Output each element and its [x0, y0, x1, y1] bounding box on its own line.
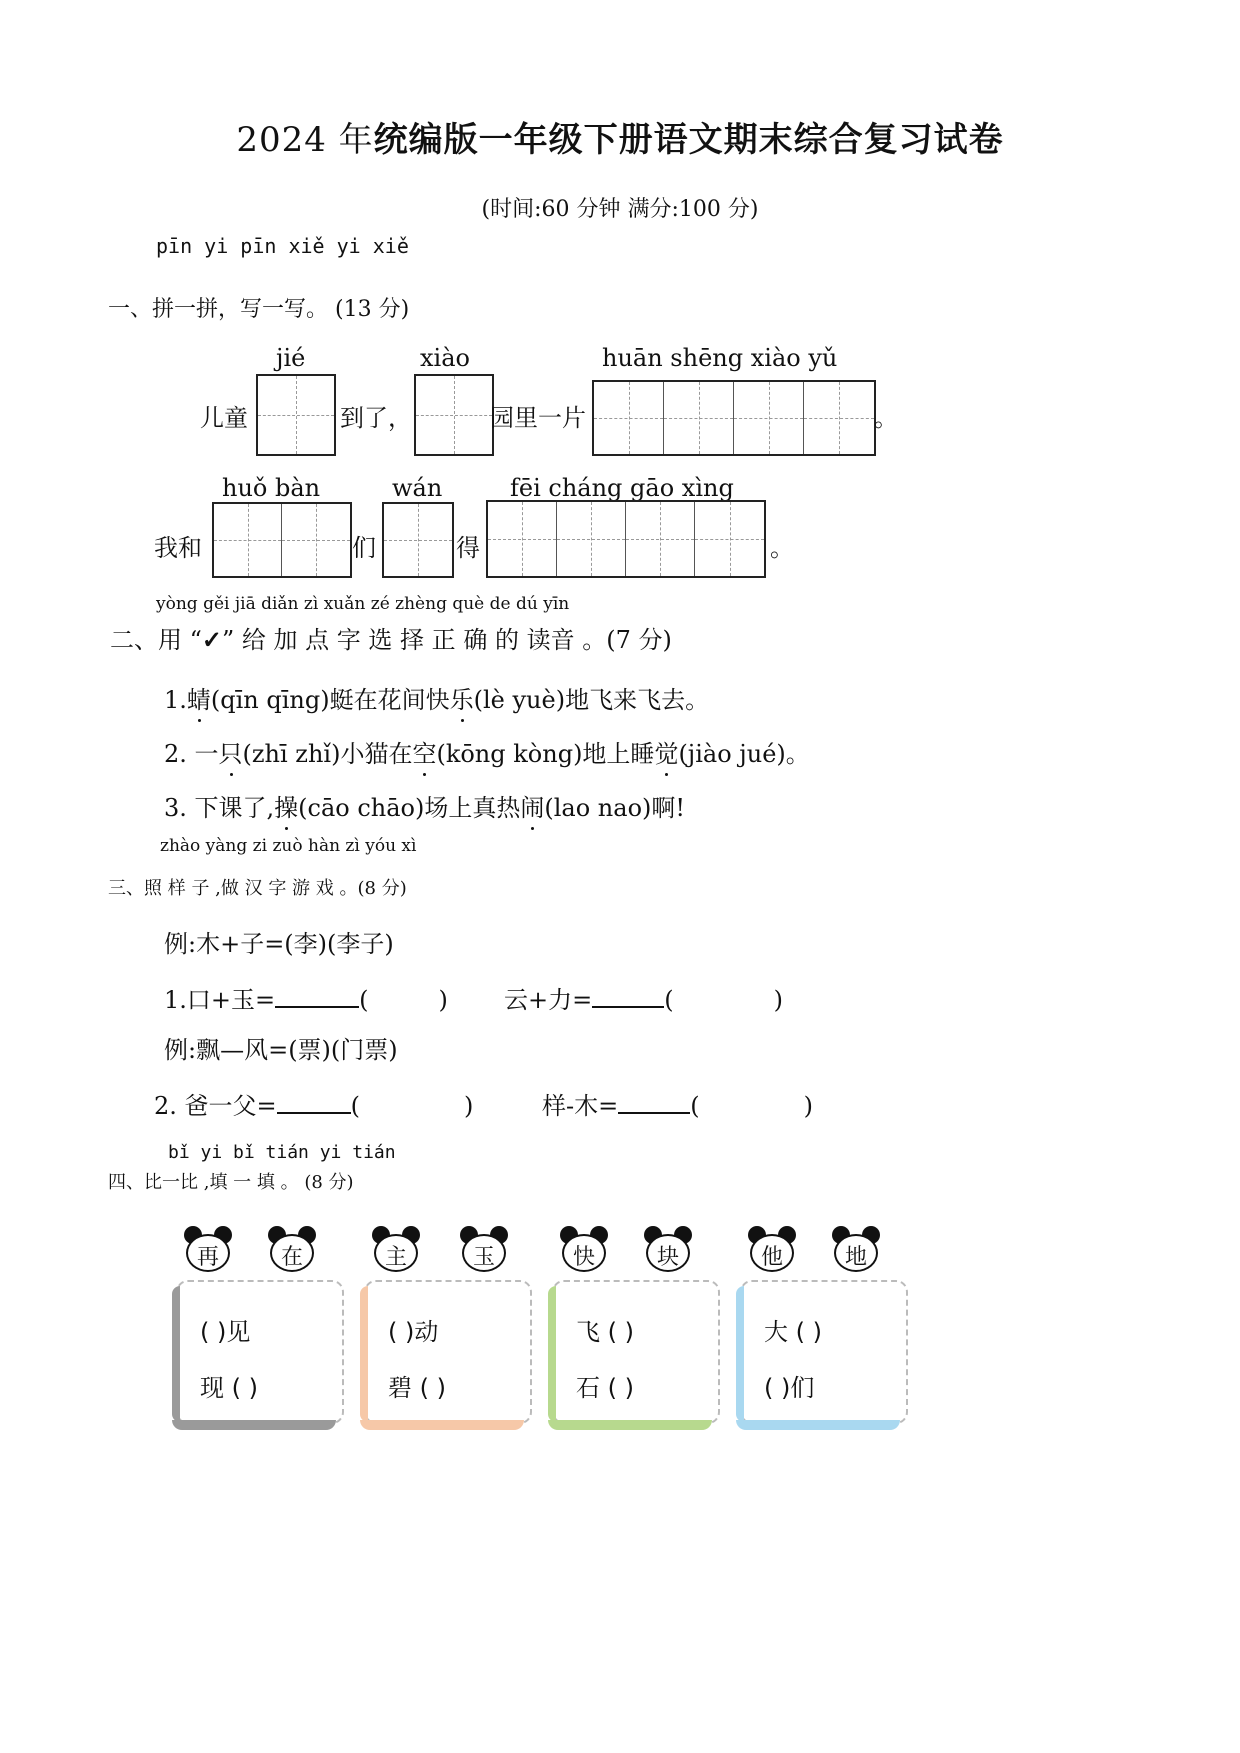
checkmark-icon: ✓	[201, 625, 223, 654]
panda-icon-di: 地	[830, 1226, 882, 1272]
fill-line[interactable]: 飞 ( )	[576, 1318, 634, 1346]
fill-line[interactable]: ( )们	[764, 1374, 815, 1402]
writing-grid-huanshengxiaoyu[interactable]	[592, 380, 876, 456]
r2-text-3: 得	[456, 534, 480, 562]
fill-line[interactable]: ( )见	[200, 1318, 251, 1346]
section2-pinyin: yòng gěi jiā diǎn zì xuǎn zé zhèng què de dú yīn	[156, 594, 570, 614]
answer-blank[interactable]	[618, 1090, 690, 1114]
section2-heading: 二、用 “✓” 给 加 点 字 选 择 正 确 的 读音 。(7 分)	[110, 625, 672, 654]
r1-end: 。	[874, 404, 898, 432]
s3-q1-right: 云+力= ( )	[504, 986, 783, 1014]
writing-grid-jie[interactable]	[256, 374, 336, 456]
section1-pinyin: pīn yi pīn xiě yi xiě	[156, 234, 409, 258]
panda-icon-ta: 他	[746, 1226, 798, 1272]
fill-line[interactable]: 大 ( )	[764, 1318, 822, 1346]
writing-grid-huoban[interactable]	[212, 502, 352, 578]
word-card-4	[740, 1280, 908, 1424]
fill-line[interactable]: 石 ( )	[576, 1374, 634, 1402]
r2-text-2: 们	[352, 534, 376, 562]
r1-text-2: 到了，	[340, 404, 412, 432]
r2-pinyin-2: wán	[392, 474, 443, 502]
s3-example-2: 例:飘—风=(票)(门票)	[164, 1036, 398, 1064]
section3-heading: 三、照 样 子 ,做 汉 字 游 戏 。(8 分)	[108, 878, 407, 899]
r1-pinyin-3: huān shēng xiào yǔ	[602, 344, 838, 372]
r1-pinyin-2: xiào	[420, 344, 470, 372]
r2-text-1: 我和	[154, 534, 202, 562]
r2-pinyin-3: fēi cháng gāo xìng	[510, 474, 734, 502]
section4-heading: 四、比一比 ,填 一 填 。 (8 分)	[108, 1172, 354, 1193]
fill-line[interactable]: ( )动	[388, 1318, 439, 1346]
answer-blank[interactable]	[592, 984, 664, 1008]
word-card-2	[364, 1280, 532, 1424]
writing-grid-xiao[interactable]	[414, 374, 494, 456]
panda-icon-yu: 玉	[458, 1226, 510, 1272]
word-card-1	[176, 1280, 344, 1424]
exam-subtitle: (时间:60 分钟 满分:100 分)	[481, 197, 759, 222]
section1-heading: 一、拼一拼，写一写。 (13 分)	[108, 297, 410, 322]
s2-question-2: 2. 一只(zhī zhǐ)小猫在空(kōng kòng)地上睡觉(jiào jué)。	[164, 740, 810, 768]
s2-question-1: 1.蜻(qīn qīng)蜓在花间快乐(lè yuè)地飞来飞去。	[164, 686, 710, 714]
r1-text-1: 儿童	[200, 404, 248, 432]
panda-icon-zai: 再	[182, 1226, 234, 1272]
r1-text-3: 园里一片	[490, 404, 586, 432]
s3-q1-left: 1.口+玉= ( )	[164, 986, 448, 1014]
word-card-3	[552, 1280, 720, 1424]
answer-blank[interactable]	[275, 984, 359, 1008]
section3-pinyin: zhào yàng zi zuò hàn zì yóu xì	[160, 836, 417, 856]
page-title: 2024 年统编版一年级下册语文期末综合复习试卷	[236, 120, 1004, 160]
fill-line[interactable]: 现 ( )	[200, 1374, 258, 1402]
fill-line[interactable]: 碧 ( )	[388, 1374, 446, 1402]
answer-blank[interactable]	[277, 1090, 351, 1114]
panda-icon-zhu: 主	[370, 1226, 422, 1272]
s3-example-1: 例:木+子=(李)(李子)	[164, 930, 394, 958]
panda-icon-kuai2: 块	[642, 1226, 694, 1272]
writing-grid-feichanggaoxing[interactable]	[486, 500, 766, 578]
r1-pinyin-1: jié	[276, 344, 306, 372]
writing-grid-wan[interactable]	[382, 502, 454, 578]
r2-end: 。	[770, 534, 794, 562]
panda-icon-zai2: 在	[266, 1226, 318, 1272]
section4-pinyin: bǐ yi bǐ tián yi tián	[168, 1142, 396, 1163]
s3-q2-right: 样-木= ( )	[542, 1092, 813, 1120]
s3-q2-left: 2. 爸一父= ( )	[154, 1092, 474, 1120]
panda-icon-kuai: 快	[558, 1226, 610, 1272]
r2-pinyin-1: huǒ bàn	[222, 474, 321, 502]
s2-question-3: 3. 下课了,操(cāo chāo)场上真热闹(lao nao)啊!	[164, 794, 686, 822]
